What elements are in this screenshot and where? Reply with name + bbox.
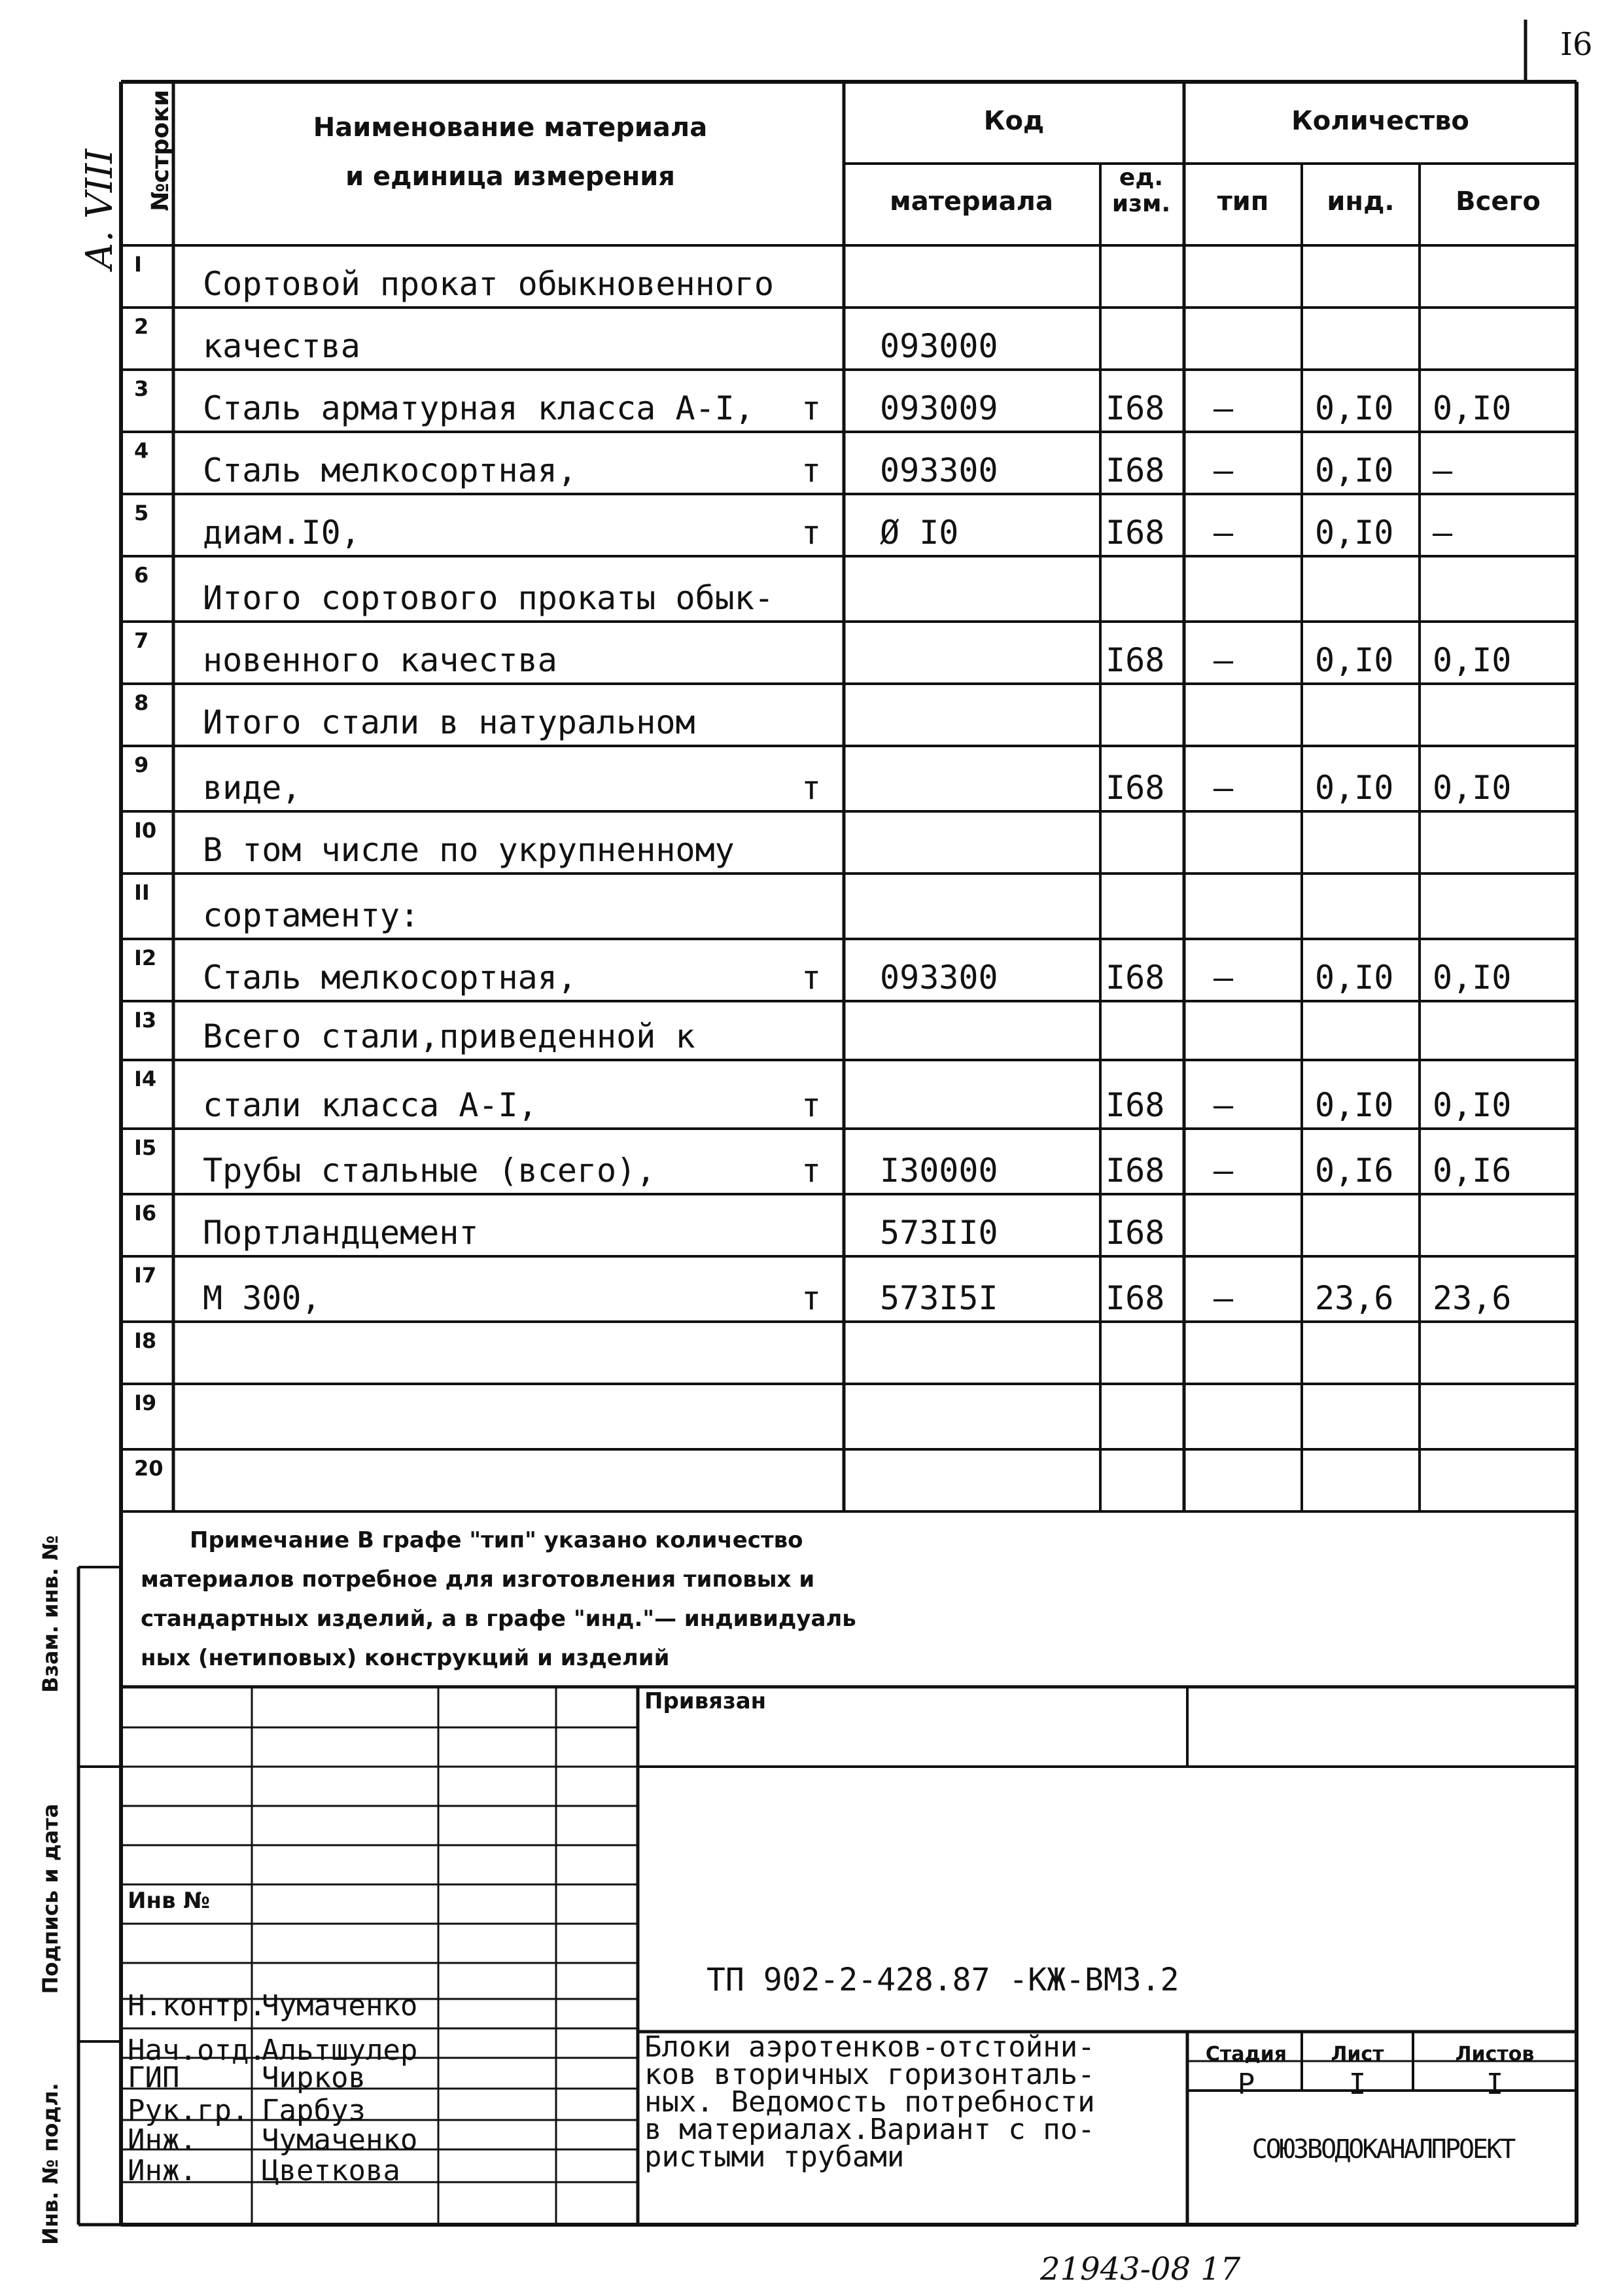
row-qty-type: – [1213, 1086, 1234, 1124]
row-unit: т [801, 1279, 822, 1317]
row-number: I6 [134, 1201, 157, 1226]
row-number: I0 [134, 818, 157, 843]
row-qty-total: – [1433, 514, 1453, 552]
row-number: 6 [134, 563, 149, 588]
header-quantity: Количество [1291, 106, 1469, 136]
signer-name: Гарбуз [262, 2094, 366, 2127]
row-qty-total: 0,I0 [1433, 389, 1512, 427]
row-qty-type: – [1213, 389, 1234, 427]
row-material-name: Трубы стальные (всего), [203, 1152, 656, 1190]
side-label-inv-podl: Инв. № подл. [38, 2083, 63, 2245]
row-number: 3 [134, 376, 149, 401]
row-qty-total: 0,I0 [1433, 769, 1512, 807]
row-number: I7 [134, 1263, 157, 1288]
stage-label: Стадия [1205, 2043, 1287, 2066]
row-qty-type: – [1213, 1279, 1234, 1317]
row-qty-ind: 0,I0 [1315, 769, 1394, 807]
row-unit: т [801, 769, 822, 807]
row-qty-ind: 0,I0 [1315, 641, 1394, 679]
row-material-name: Итого стали в натуральном [203, 703, 695, 741]
row-number: I2 [134, 945, 157, 970]
sheets-label: Листов [1455, 2043, 1535, 2066]
bottom-stamp: 21943-08 17 [1040, 2251, 1241, 2287]
row-qty-ind: 0,I0 [1315, 389, 1394, 427]
header-row-no: №строки [147, 90, 174, 211]
row-number: 8 [134, 690, 149, 715]
row-qty-total: – [1433, 451, 1453, 489]
row-qty-total: 0,I0 [1433, 959, 1512, 997]
row-number: I8 [134, 1328, 157, 1353]
row-qty-type: – [1213, 514, 1234, 552]
signer-role: Нач.отд. [128, 2034, 266, 2067]
margin-mark: А. VIII [79, 149, 121, 270]
row-material-name: Сталь мелкосортная, [203, 451, 577, 489]
doc-code: ТП 902-2-428.87 -КЖ-ВМЗ.2 [707, 1962, 1179, 1998]
row-number: 4 [134, 438, 149, 463]
note-line2: материалов потребное для изготовления типовых и [141, 1566, 815, 1593]
row-unit: т [801, 1086, 822, 1124]
row-qty-type: – [1213, 451, 1234, 489]
signer-role: ГИП [128, 2061, 180, 2094]
signer-role: Н.контр. [128, 1989, 266, 2022]
row-material-name: Итого сортового прокаты обык- [203, 579, 774, 617]
stage-value: Р [1237, 2068, 1255, 2101]
sheets-value: I [1486, 2068, 1504, 2101]
row-qty-total: 0,I6 [1433, 1152, 1512, 1190]
row-number: I5 [134, 1135, 157, 1160]
row-material-code: I30000 [880, 1152, 998, 1190]
row-qty-ind: 0,I0 [1315, 514, 1394, 552]
header-name-line1: Наименование материала [313, 113, 708, 143]
row-qty-ind: 0,I0 [1315, 1086, 1394, 1124]
row-qty-total: 23,6 [1433, 1279, 1512, 1317]
signer-name: Чумаченко [262, 1989, 418, 2022]
side-label-vzam: Взам. инв. № [38, 1535, 63, 1693]
row-material-code: 093300 [880, 959, 998, 997]
header-qty-total: Всего [1456, 186, 1541, 217]
doc-title-line: Блоки аэротенков-отстойни- [644, 2030, 1095, 2064]
row-unit-code: I68 [1106, 389, 1165, 427]
row-number: 20 [134, 1456, 164, 1481]
signer-name: Чумаченко [262, 2123, 418, 2157]
row-qty-total: 0,I0 [1433, 1086, 1512, 1124]
row-number: I3 [134, 1008, 157, 1033]
row-material-code: 573II0 [880, 1214, 998, 1252]
privyazan-label: Привязан [644, 1688, 767, 1714]
signer-name: Альтшулер [262, 2034, 418, 2067]
header-qty-ind: инд. [1327, 186, 1395, 217]
note-line3: стандартных изделий, а в графе "инд."— индивидуаль [141, 1606, 856, 1632]
row-qty-type: – [1213, 641, 1234, 679]
doc-title-line: ных. Ведомость потребности [644, 2085, 1095, 2119]
row-unit-code: I68 [1106, 769, 1165, 807]
row-material-name: диам.I0, [203, 514, 360, 552]
signer-role: Рук.гр. [128, 2094, 249, 2127]
row-qty-ind: 0,I6 [1315, 1152, 1394, 1190]
row-material-name: Сталь арматурная класса А-I, [203, 389, 754, 427]
row-number: 5 [134, 501, 149, 525]
row-material-name: сортаменту: [203, 896, 420, 934]
row-material-name: В том числе по укрупненному [203, 831, 735, 869]
row-material-name: виде, [203, 769, 302, 807]
row-number: 2 [134, 314, 149, 339]
organization: СОЮЗВОДОКАНАЛПРОЕКТ [1251, 2134, 1514, 2164]
side-label-podpis: Подпись и дата [38, 1803, 63, 1994]
row-qty-ind: 0,I0 [1315, 959, 1394, 997]
row-unit: т [801, 451, 822, 489]
doc-title-line: ков вторичных горизонталь- [644, 2058, 1095, 2091]
row-unit: т [801, 959, 822, 997]
row-qty-type: – [1213, 1152, 1234, 1190]
doc-title-line: ристыми трубами [644, 2140, 905, 2174]
row-unit: т [801, 389, 822, 427]
row-number: I9 [134, 1390, 157, 1415]
header-name-line2: и единица измерения [345, 162, 675, 192]
row-material-code: Ø I0 [880, 514, 959, 552]
row-unit-code: I68 [1106, 451, 1165, 489]
row-number: I4 [134, 1067, 157, 1091]
row-unit-code: I68 [1106, 514, 1165, 552]
doc-title-line: в материалах.Вариант с по- [644, 2113, 1095, 2146]
signer-name: Цветкова [262, 2154, 400, 2187]
row-number: I [134, 252, 142, 277]
note-line1: Примечание В графе "тип" указано количество [190, 1527, 803, 1553]
row-unit: т [801, 1152, 822, 1190]
inv-no-label: Инв № [128, 1888, 211, 1914]
row-qty-type: – [1213, 769, 1234, 807]
row-material-code: 093300 [880, 451, 998, 489]
signer-name: Чирков [262, 2061, 366, 2094]
sheet-value: I [1348, 2068, 1367, 2101]
row-material-name: Сортовой прокат обыкновенного [203, 265, 774, 303]
row-unit-code: I68 [1106, 1214, 1165, 1252]
row-material-name: М 300, [203, 1279, 321, 1317]
note-line4: ных (нетиповых) конструкций и изделий [141, 1645, 670, 1671]
row-number: II [134, 880, 150, 905]
row-unit: т [801, 514, 822, 552]
header-code-material: материала [890, 186, 1053, 217]
page-number: I6 [1560, 26, 1593, 63]
header-qty-type: тип [1217, 186, 1269, 217]
row-material-code: 573I5I [880, 1279, 998, 1317]
row-material-name: Портландцемент [203, 1214, 479, 1252]
row-qty-total: 0,I0 [1433, 641, 1512, 679]
row-unit-code: I68 [1106, 1152, 1165, 1190]
row-material-code: 093009 [880, 389, 998, 427]
row-material-name: стали класса А-I, [203, 1086, 538, 1124]
row-unit-code: I68 [1106, 1086, 1165, 1124]
header-code: Код [983, 106, 1045, 136]
row-number: 7 [134, 628, 149, 653]
row-qty-ind: 23,6 [1315, 1279, 1394, 1317]
sheet-label: Лист [1331, 2043, 1384, 2066]
header-code-unit: ед. изм. [1111, 164, 1171, 217]
row-material-code: 093000 [880, 327, 998, 365]
row-unit-code: I68 [1106, 641, 1165, 679]
row-qty-ind: 0,I0 [1315, 451, 1394, 489]
row-unit-code: I68 [1106, 1279, 1165, 1317]
signer-role: Инж. [128, 2123, 197, 2157]
row-unit-code: I68 [1106, 959, 1165, 997]
row-material-name: Всего стали,приведенной к [203, 1017, 695, 1055]
row-material-name: новенного качества [203, 641, 557, 679]
signer-role: Инж. [128, 2154, 197, 2187]
row-material-name: Сталь мелкосортная, [203, 959, 577, 997]
row-number: 9 [134, 752, 149, 777]
row-material-name: качества [203, 327, 360, 365]
row-qty-type: – [1213, 959, 1234, 997]
